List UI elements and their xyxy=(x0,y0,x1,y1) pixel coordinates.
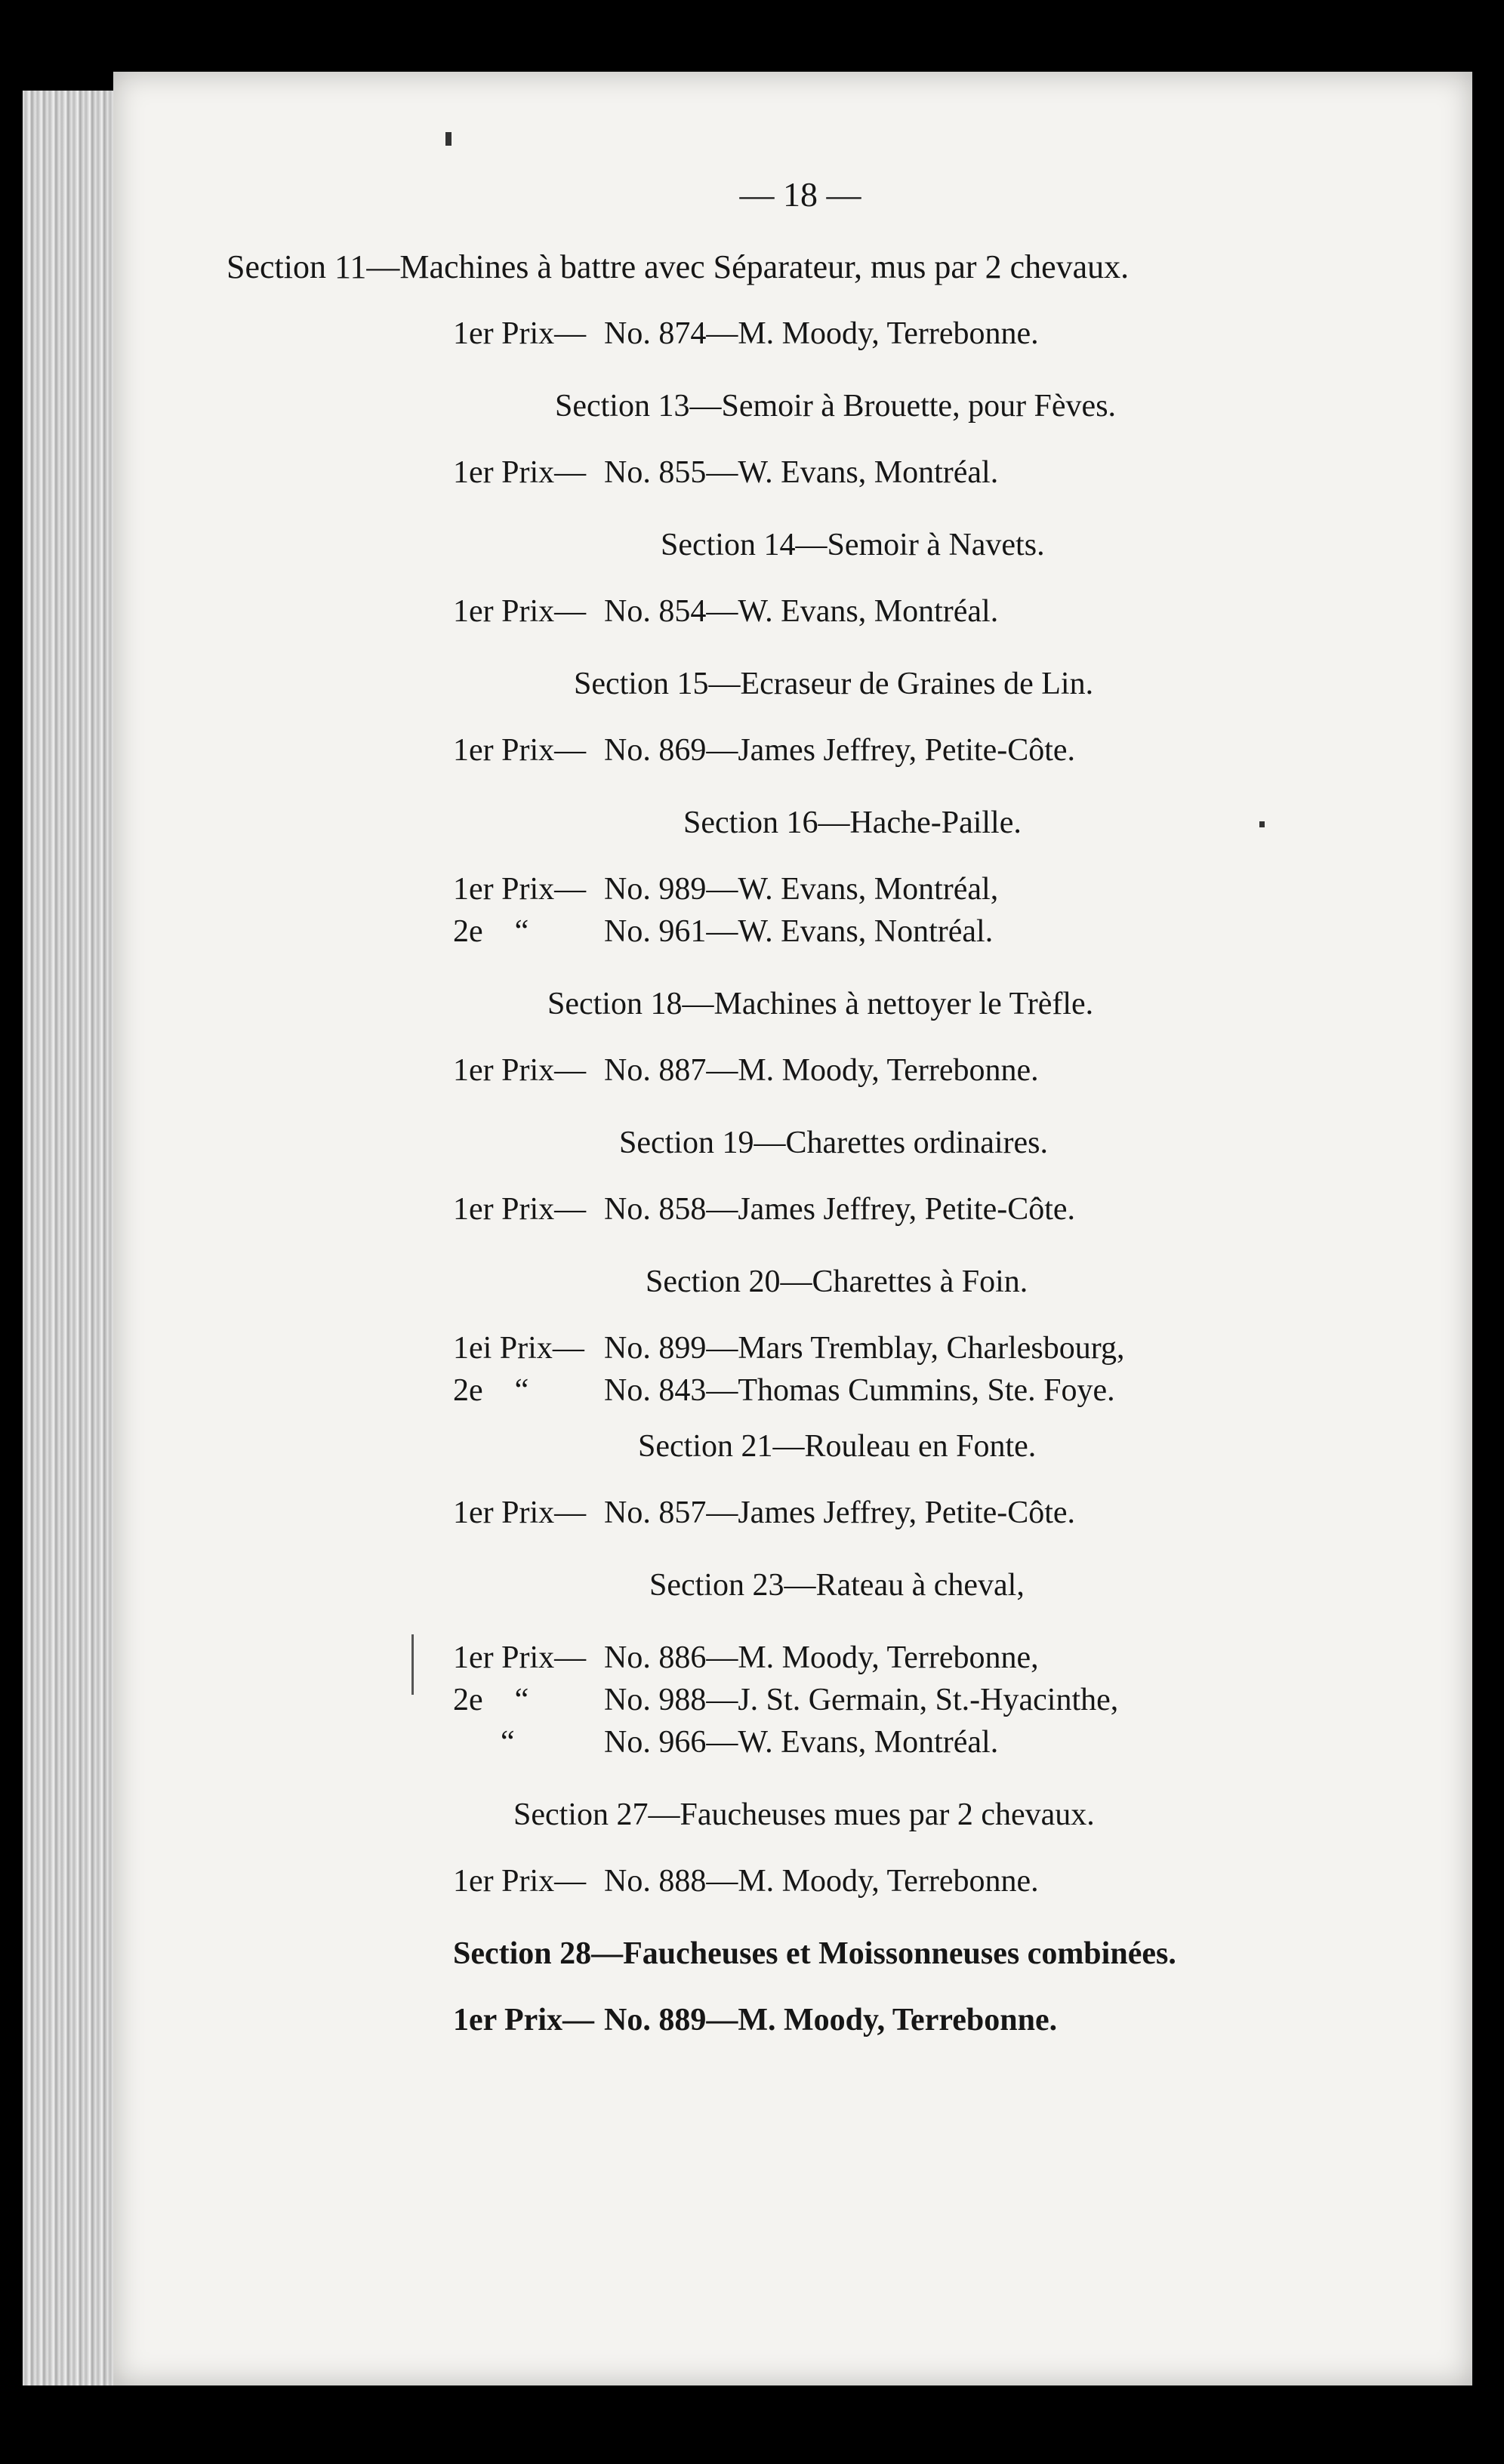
award-text: No. 854—W. Evans, Montréal. xyxy=(604,594,999,629)
section-heading-23: Section 23—Rateau à cheval, xyxy=(649,1568,1025,1603)
award-entry xyxy=(453,1327,1450,1369)
award-text: No. 855—W. Evans, Montréal. xyxy=(604,455,999,490)
award-list xyxy=(453,1049,1450,1092)
section-heading-11: Section 11—Machines à battre avec Séparateur, mus par 2 chevaux. xyxy=(227,248,1130,285)
award-text: No. 887—M. Moody, Terrebonne. xyxy=(604,1053,1039,1088)
award-list xyxy=(453,1999,1450,2041)
award-entry xyxy=(453,1860,1450,1902)
ink-speck xyxy=(445,132,452,146)
award-list xyxy=(453,1327,1450,1412)
award-text: No. 988—J. St. Germain, St.-Hyacinthe, xyxy=(604,1683,1119,1717)
award-rank: 1er Prix— xyxy=(453,316,587,351)
award-rank: 1er Prix— xyxy=(453,733,587,768)
award-rank: 2e “ xyxy=(453,1683,529,1717)
award-entry xyxy=(453,1049,1450,1092)
award-rank: 1er Prix— xyxy=(453,872,587,907)
page-number: — 18 — xyxy=(739,175,861,214)
award-rank: “ xyxy=(453,1725,515,1760)
award-text: No. 874—M. Moody, Terrebonne. xyxy=(604,316,1039,351)
section-heading-28: Section 28—Faucheuses et Moissonneuses combinées. xyxy=(453,1936,1176,1971)
award-text: No. 961—W. Evans, Nontréal. xyxy=(604,914,994,949)
award-entry xyxy=(453,1679,1450,1721)
award-text: No. 843—Thomas Cummins, Ste. Foye. xyxy=(604,1373,1115,1408)
award-list xyxy=(453,1637,1450,1763)
award-rank: 1er Prix— xyxy=(453,1053,587,1088)
section-heading-19: Section 19—Charettes ordinaires. xyxy=(619,1126,1049,1160)
section-heading-16: Section 16—Hache-Paille. xyxy=(683,805,1022,840)
award-rank: 1er Prix— xyxy=(453,455,587,490)
award-entry xyxy=(453,1721,1450,1763)
award-text: No. 869—James Jeffrey, Petite-Côte. xyxy=(604,733,1076,768)
section-heading-20: Section 20—Charettes à Foin. xyxy=(646,1264,1028,1299)
section-heading-27: Section 27—Faucheuses mues par 2 chevaux. xyxy=(513,1797,1095,1832)
award-rank: 1er Prix— xyxy=(453,1495,587,1530)
section-heading-18: Section 18—Machines à nettoyer le Trèfle. xyxy=(547,987,1094,1021)
award-text: No. 889—M. Moody, Terrebonne. xyxy=(604,2003,1058,2037)
award-rank: 1er Prix— xyxy=(453,1192,587,1227)
award-entry xyxy=(453,313,1450,355)
award-rank: 1ei Prix— xyxy=(453,1331,584,1366)
award-list xyxy=(453,313,1450,355)
award-text: No. 966—W. Evans, Montréal. xyxy=(604,1725,999,1760)
award-list xyxy=(453,1860,1450,1902)
award-text: No. 888—M. Moody, Terrebonne. xyxy=(604,1864,1039,1899)
award-entry xyxy=(453,590,1450,633)
award-text: No. 858—James Jeffrey, Petite-Côte. xyxy=(604,1192,1076,1227)
award-list xyxy=(453,590,1450,633)
award-entry xyxy=(453,451,1450,494)
award-list xyxy=(453,451,1450,494)
award-list xyxy=(453,1492,1450,1534)
award-text: No. 886—M. Moody, Terrebonne, xyxy=(604,1640,1039,1675)
award-text: No. 899—Mars Tremblay, Charlesbourg, xyxy=(604,1331,1125,1366)
award-entry xyxy=(453,868,1450,910)
document-content xyxy=(227,174,1450,2071)
award-entry xyxy=(453,1637,1450,1679)
award-rank: 1er Prix— xyxy=(453,2003,594,2037)
section-heading-21: Section 21—Rouleau en Fonte. xyxy=(638,1429,1037,1464)
section-heading-15: Section 15—Ecraseur de Graines de Lin. xyxy=(574,667,1094,701)
section-heading-13: Section 13—Semoir à Brouette, pour Fèves. xyxy=(555,389,1117,424)
award-entry xyxy=(453,910,1450,953)
award-list xyxy=(453,868,1450,953)
award-rank: 2e “ xyxy=(453,1373,529,1408)
award-entry xyxy=(453,1369,1450,1412)
award-entry xyxy=(453,1999,1450,2041)
award-rank: 1er Prix— xyxy=(453,1864,587,1899)
award-list xyxy=(453,729,1450,772)
award-text: No. 857—James Jeffrey, Petite-Côte. xyxy=(604,1495,1076,1530)
award-text: No. 989—W. Evans, Montréal, xyxy=(604,872,999,907)
award-entry xyxy=(453,1188,1450,1230)
award-entry xyxy=(453,1492,1450,1534)
award-list xyxy=(453,1188,1450,1230)
award-entry xyxy=(453,729,1450,772)
award-rank: 1er Prix— xyxy=(453,594,587,629)
section-heading-14: Section 14—Semoir à Navets. xyxy=(661,528,1045,562)
award-rank: 1er Prix— xyxy=(453,1640,587,1675)
award-rank: 2e “ xyxy=(453,914,529,949)
